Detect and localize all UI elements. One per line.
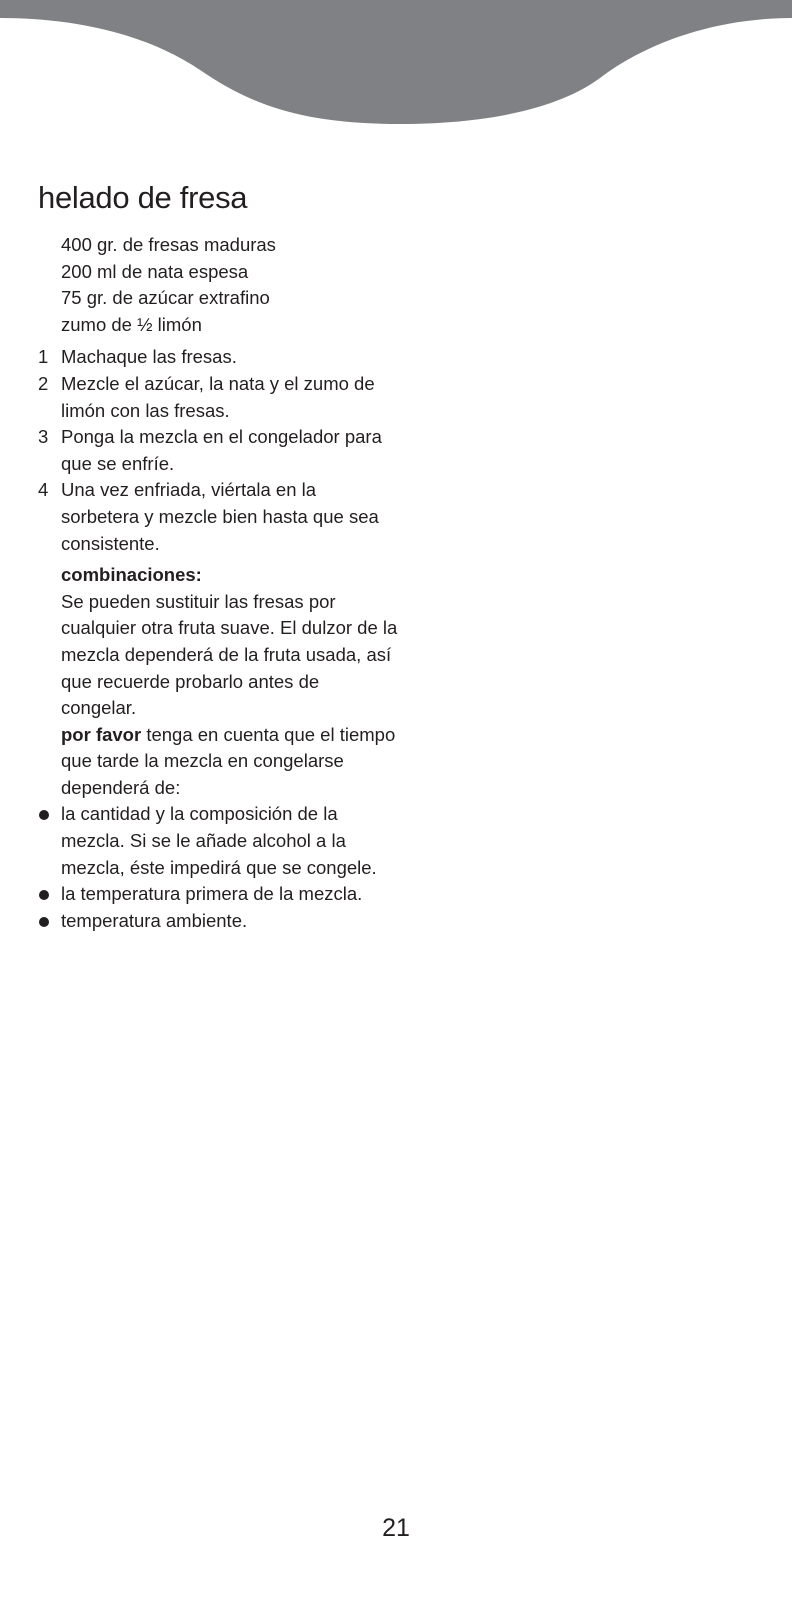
step-item — [38, 477, 398, 557]
bullet-item — [38, 908, 398, 935]
note-text: tenga en cuenta que el tiempo que tarde la mezcla en congelarse dependerá de: — [61, 723, 396, 798]
ingredient-item: 200 ml de nata espesa — [61, 260, 249, 282]
bullet-text: temperatura ambiente. — [61, 909, 248, 931]
step-text: Una vez enfriada, viértala en la sorbetera y mezcle bien hasta que sea consistente. — [61, 479, 379, 554]
note-paragraph — [38, 722, 398, 802]
step-item — [38, 424, 398, 477]
step-number: 2 — [38, 372, 49, 394]
bullet-list — [38, 801, 398, 934]
combinations-text: Se pueden sustituir las fresas por cualquier otra fruta suave. El dulzor de la mezcla dependerá de la fruta usada, así que recuerde probarlo antes de congelar. — [61, 590, 398, 719]
bullet-item — [38, 881, 398, 908]
bullet-text: la cantidad y la composición de la mezcla. Si se le añade alcohol a la mezcla, éste impedirá que se congele. — [61, 803, 377, 878]
header-wave-shape — [0, 0, 792, 124]
recipe-content — [38, 232, 398, 934]
step-item — [38, 344, 398, 371]
ingredient-list — [38, 232, 398, 338]
step-number: 4 — [38, 479, 49, 501]
recipe-title: helado de fresa — [38, 180, 248, 215]
bullet-dot-icon — [39, 890, 49, 900]
step-number: 3 — [38, 426, 49, 448]
step-text: Ponga la mezcla en el congelador para que se enfríe. — [61, 426, 382, 474]
step-text: Mezcle el azúcar, la nata y el zumo de limón con las fresas. — [61, 372, 375, 421]
header-wave-band — [0, 0, 792, 130]
bullet-dot-icon — [39, 810, 49, 820]
bullet-item — [38, 801, 398, 881]
note-lead: por favor — [61, 723, 142, 745]
bullet-dot-icon — [39, 917, 49, 927]
bullet-text: la temperatura primera de la mezcla. — [61, 883, 363, 905]
ingredient-item: zumo de ½ limón — [61, 313, 202, 335]
ingredient-item: 400 gr. de fresas maduras — [61, 234, 276, 255]
step-number: 1 — [38, 346, 49, 368]
page-number: 21 — [382, 1514, 410, 1542]
combinations-heading: combinaciones: — [61, 564, 202, 586]
step-item — [38, 371, 398, 424]
ingredient-item: 75 gr. de azúcar extrafino — [61, 287, 270, 309]
step-text: Machaque las fresas. — [61, 346, 237, 368]
step-list — [38, 344, 398, 557]
